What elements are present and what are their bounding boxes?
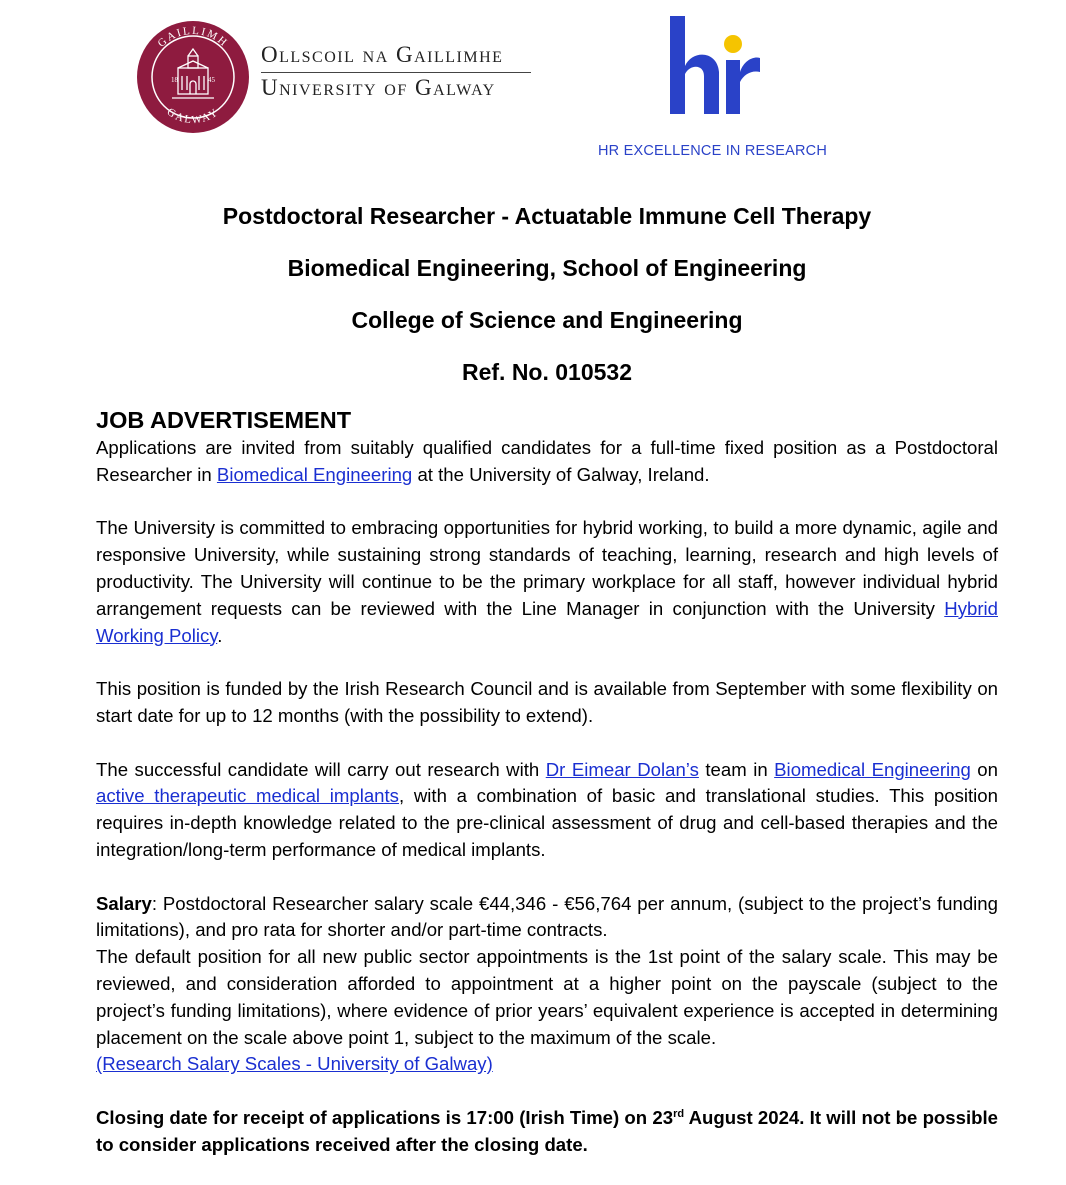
- closing-date-paragraph: Closing date for receipt of applications is 17:00 (Irish Time) on 23rd August 2024. It will not be possible to consider applications received after the closing date.: [96, 1106, 998, 1155]
- crest-year-right: 45: [208, 76, 215, 84]
- research-paragraph: The successful candidate will carry out research with Dr Eimear Dolan’s team in Biomedical Engineering on active therapeutic medical implants, with a combination of basic and translational studies. This position requires in-depth knowledge related to the pre-clinical assessment of drug and cell-based therapies and the integration/long-term performance of medical implants.: [96, 758, 998, 860]
- reference-number: Ref. No. 010532: [461, 359, 633, 385]
- intro-paragraph: Applications are invited from suitably qualified candidates for a full-time fixed position as a Postdoctoral Researcher in Biomedical Engineering at the University of Galway, Ireland.: [96, 437, 998, 485]
- salary-link-paragraph: [96, 1051, 998, 1078]
- svg-text:GALWAY: GALWAY: [164, 105, 222, 127]
- biomedical-engineering-link[interactable]: Biomedical Engineering: [216, 463, 413, 485]
- page-header: [0, 0, 1066, 180]
- section-heading: JOB ADVERTISEMENT: [96, 407, 352, 433]
- department-title: Biomedical Engineering, School of Engineering: [287, 255, 807, 281]
- university-crest-logo: [136, 20, 250, 134]
- position-title: Postdoctoral Researcher - Actuatable Immune Cell Therapy: [222, 203, 872, 229]
- college-title: College of Science and Engineering: [351, 307, 743, 333]
- job-titles: [96, 200, 998, 408]
- crest-year-left: 18: [171, 76, 178, 84]
- job-advertisement-body: [96, 405, 998, 1185]
- university-name-english: University of Galway: [261, 75, 496, 100]
- dr-eimear-dolan-link[interactable]: Dr Eimear Dolan’s: [545, 758, 699, 780]
- funding-paragraph: This position is funded by the Irish Research Council and is available from September with some flexibility on start date for up to 12 months (with the possibility to extend).: [96, 678, 998, 726]
- university-name: [261, 40, 531, 103]
- active-therapeutic-implants-link[interactable]: active therapeutic medical implants: [96, 785, 399, 807]
- hybrid-working-paragraph: The University is committed to embracing opportunities for hybrid working, to build a more dynamic, agile and responsive University, while sustaining strong standards of teaching, learning, research and high levels of productivity. The University will continue to be the primary workplace for all staff, however individual hybrid arrangement requests can be reviewed with the Line Manager in conjunction with the University Hybrid Working Policy.: [96, 517, 998, 646]
- biomedical-engineering-link-2[interactable]: Biomedical Engineering: [774, 758, 971, 780]
- hybrid-working-policy-link[interactable]: Hybrid Working Policy: [96, 597, 998, 646]
- salary-label: Salary: [96, 892, 152, 914]
- svg-text:GAILLIMH: GAILLIMH: [155, 24, 231, 50]
- hr-caption: HR EXCELLENCE IN RESEARCH: [598, 143, 827, 159]
- salary-paragraph: Salary: Postdoctoral Researcher salary scale €44,346 - €56,764 per annum, (subject to the project’s funding limitations), and pro rata for shorter and/or part-time contracts.: [96, 892, 998, 941]
- university-name-irish: Ollscoil na Gaillimhe: [261, 40, 531, 73]
- hr-excellence-logo: [662, 14, 762, 122]
- salary-default-paragraph: The default position for all new public sector appointments is the 1st point of the salary scale. This may be reviewed, and consideration afforded to appointment at a higher point on the payscale (subject to the project’s funding limitations), where evidence of prior years’ equivalent experience is accepted in determining placement on the scale above point 1, subject to the maximum of the scale.: [96, 946, 998, 1048]
- research-salary-scales-link[interactable]: (Research Salary Scales - University of Galway): [96, 1053, 493, 1075]
